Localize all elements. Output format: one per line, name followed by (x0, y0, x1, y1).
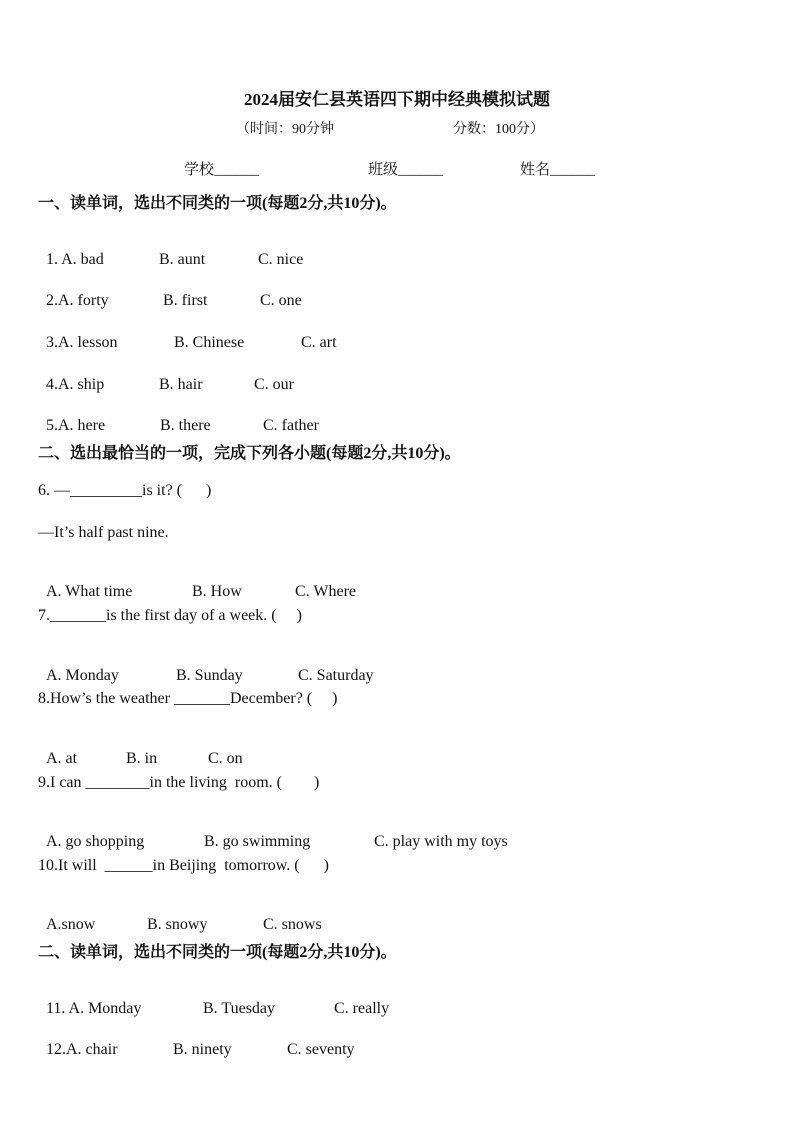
question-7-options (38, 649, 374, 685)
option-a: A.snow (46, 916, 96, 933)
option-a: A. Monday (46, 667, 119, 684)
option-c: C. art (301, 334, 337, 351)
option-a: A. at (46, 750, 78, 767)
option-c: C. father (263, 417, 319, 434)
question-5 (38, 399, 319, 435)
question-6-answer: —It’s half past nine. (38, 524, 169, 541)
option-a: 1. A. bad (46, 251, 104, 268)
option-b: B. Sunday (176, 667, 243, 684)
option-b: B. ninety (173, 1041, 232, 1058)
option-c: C. play with my toys (374, 833, 508, 850)
option-a: 3.A. lesson (46, 334, 118, 351)
option-a: A. go shopping (46, 833, 145, 850)
option-a: 2.A. forty (46, 292, 109, 309)
option-a: 11. A. Monday (46, 1000, 142, 1017)
option-c: C. Saturday (298, 667, 374, 684)
option-c: C. nice (258, 251, 304, 268)
option-c: C. really (334, 1000, 390, 1017)
section-heading-2: 二、选出最恰当的一项，完成下列各小题(每题2分,共10分)。 (38, 445, 461, 462)
question-8-stem: 8.How’s the weather _______December? ( ) (38, 690, 338, 707)
class-field: 班级______ (368, 162, 444, 178)
option-b: B. Tuesday (203, 1000, 276, 1017)
question-12 (38, 1023, 355, 1059)
option-b: B. hair (159, 376, 203, 393)
question-10-stem: 10.It will ______in Beijing tomorrow. ( ) (38, 857, 329, 874)
exam-score: 分数：100分） (453, 122, 544, 137)
section-heading-3: 二、读单词，选出不同类的一项(每题2分,共10分)。 (38, 944, 397, 961)
option-c: C. Where (295, 583, 357, 600)
question-6-stem: 6. —_________is it? ( ) (38, 482, 212, 499)
question-1 (38, 233, 303, 269)
option-b: B. snowy (147, 916, 208, 933)
question-2 (38, 274, 302, 310)
question-3 (38, 316, 337, 352)
option-b: B. Chinese (174, 334, 245, 351)
question-6-options (38, 565, 356, 601)
question-11 (38, 982, 389, 1018)
question-9-stem: 9.I can ________in the living room. ( ) (38, 774, 320, 791)
exam-time: （时间：90分钟 (236, 122, 334, 137)
option-b: B. there (160, 417, 211, 434)
option-b: B. first (163, 292, 208, 309)
option-a: 12.A. chair (46, 1041, 118, 1058)
option-a: 4.A. ship (46, 376, 105, 393)
option-a: A. What time (46, 583, 133, 600)
name-field: 姓名______ (520, 162, 596, 178)
section-heading-1: 一、读单词，选出不同类的一项(每题2分,共10分)。 (38, 195, 397, 212)
option-b: B. How (192, 583, 242, 600)
option-c: C. our (254, 376, 294, 393)
question-10-options (38, 898, 322, 934)
school-field: 学校______ (184, 162, 260, 178)
option-a: 5.A. here (46, 417, 106, 434)
option-b: B. in (126, 750, 158, 767)
option-c: C. on (208, 750, 243, 767)
option-c: C. snows (263, 916, 322, 933)
question-4 (38, 358, 294, 394)
option-b: B. go swimming (204, 833, 311, 850)
option-c: C. one (260, 292, 302, 309)
option-b: B. aunt (159, 251, 206, 268)
question-8-options (38, 732, 243, 768)
option-c: C. seventy (287, 1041, 355, 1058)
question-9-options (38, 815, 508, 851)
page-title: 2024届安仁县英语四下期中经典模拟试题 (244, 90, 550, 109)
question-7-stem: 7._______is the first day of a week. ( ) (38, 607, 302, 624)
